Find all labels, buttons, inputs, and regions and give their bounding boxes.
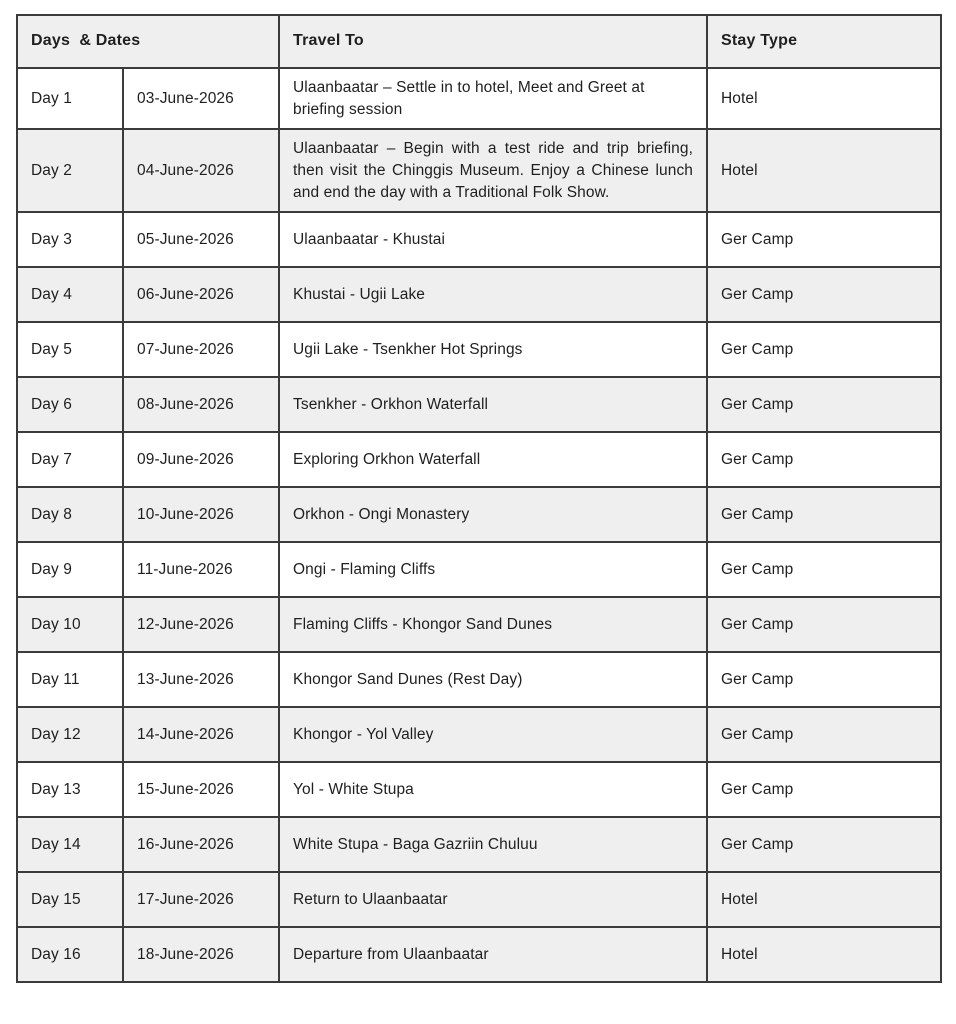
travel-cell: White Stupa - Baga Gazriin Chuluu — [279, 817, 707, 872]
date-cell: 04-June-2026 — [123, 129, 279, 212]
travel-cell: Flaming Cliffs - Khongor Sand Dunes — [279, 597, 707, 652]
day-cell: Day 9 — [17, 542, 123, 597]
stay-cell: Ger Camp — [707, 652, 941, 707]
table-row — [17, 377, 941, 432]
travel-cell: Tsenkher - Orkhon Waterfall — [279, 377, 707, 432]
date-cell: 10-June-2026 — [123, 487, 279, 542]
date-cell: 11-June-2026 — [123, 542, 279, 597]
header-days-dates: Days & Dates — [17, 15, 279, 68]
day-cell: Day 11 — [17, 652, 123, 707]
day-cell: Day 12 — [17, 707, 123, 762]
table-row — [17, 212, 941, 267]
itinerary-body — [17, 68, 941, 982]
travel-cell: Ulaanbaatar - Khustai — [279, 212, 707, 267]
travel-cell: Khustai - Ugii Lake — [279, 267, 707, 322]
day-cell: Day 2 — [17, 129, 123, 212]
day-cell: Day 16 — [17, 927, 123, 982]
stay-cell: Ger Camp — [707, 487, 941, 542]
table-row — [17, 872, 941, 927]
travel-cell: Exploring Orkhon Waterfall — [279, 432, 707, 487]
day-cell: Day 3 — [17, 212, 123, 267]
stay-cell: Hotel — [707, 872, 941, 927]
stay-cell: Ger Camp — [707, 542, 941, 597]
stay-cell: Ger Camp — [707, 707, 941, 762]
table-row — [17, 322, 941, 377]
travel-cell: Khongor - Yol Valley — [279, 707, 707, 762]
day-cell: Day 5 — [17, 322, 123, 377]
table-row — [17, 487, 941, 542]
day-cell: Day 4 — [17, 267, 123, 322]
stay-cell: Hotel — [707, 129, 941, 212]
date-cell: 08-June-2026 — [123, 377, 279, 432]
itinerary-table — [16, 14, 942, 983]
stay-cell: Ger Camp — [707, 267, 941, 322]
table-row — [17, 267, 941, 322]
travel-cell: Return to Ulaanbaatar — [279, 872, 707, 927]
date-cell: 15-June-2026 — [123, 762, 279, 817]
date-cell: 17-June-2026 — [123, 872, 279, 927]
travel-cell: Departure from Ulaanbaatar — [279, 927, 707, 982]
date-cell: 16-June-2026 — [123, 817, 279, 872]
table-row — [17, 762, 941, 817]
day-cell: Day 7 — [17, 432, 123, 487]
travel-cell: Ongi - Flaming Cliffs — [279, 542, 707, 597]
day-cell: Day 15 — [17, 872, 123, 927]
day-cell: Day 1 — [17, 68, 123, 129]
travel-cell: Khongor Sand Dunes (Rest Day) — [279, 652, 707, 707]
stay-cell: Ger Camp — [707, 212, 941, 267]
travel-cell: Ulaanbaatar – Settle in to hotel, Meet and Greet at briefing session — [279, 68, 707, 129]
stay-cell: Ger Camp — [707, 377, 941, 432]
table-row — [17, 129, 941, 212]
table-row — [17, 652, 941, 707]
table-row — [17, 927, 941, 982]
stay-cell: Hotel — [707, 927, 941, 982]
date-cell: 05-June-2026 — [123, 212, 279, 267]
travel-cell: Yol - White Stupa — [279, 762, 707, 817]
day-cell: Day 13 — [17, 762, 123, 817]
date-cell: 09-June-2026 — [123, 432, 279, 487]
header-travel-to: Travel To — [279, 15, 707, 68]
stay-cell: Ger Camp — [707, 432, 941, 487]
day-cell: Day 10 — [17, 597, 123, 652]
stay-cell: Ger Camp — [707, 597, 941, 652]
table-row — [17, 597, 941, 652]
itinerary-table-container — [16, 14, 940, 983]
date-cell: 06-June-2026 — [123, 267, 279, 322]
date-cell: 03-June-2026 — [123, 68, 279, 129]
travel-cell: Ugii Lake - Tsenkher Hot Springs — [279, 322, 707, 377]
date-cell: 12-June-2026 — [123, 597, 279, 652]
day-cell: Day 6 — [17, 377, 123, 432]
travel-cell: Orkhon - Ongi Monastery — [279, 487, 707, 542]
header-stay-type: Stay Type — [707, 15, 941, 68]
stay-cell: Ger Camp — [707, 817, 941, 872]
table-row — [17, 817, 941, 872]
stay-cell: Hotel — [707, 68, 941, 129]
stay-cell: Ger Camp — [707, 322, 941, 377]
table-row — [17, 707, 941, 762]
table-row — [17, 542, 941, 597]
date-cell: 13-June-2026 — [123, 652, 279, 707]
day-cell: Day 8 — [17, 487, 123, 542]
day-cell: Day 14 — [17, 817, 123, 872]
stay-cell: Ger Camp — [707, 762, 941, 817]
table-row — [17, 432, 941, 487]
date-cell: 07-June-2026 — [123, 322, 279, 377]
table-row — [17, 68, 941, 129]
travel-cell: Ulaanbaatar – Begin with a test ride and trip briefing, then visit the Chinggis Museum. Enjoy a Chinese lunch and end the day with a Traditional Folk Show. — [279, 129, 707, 212]
date-cell: 18-June-2026 — [123, 927, 279, 982]
date-cell: 14-June-2026 — [123, 707, 279, 762]
header-row — [17, 15, 941, 68]
